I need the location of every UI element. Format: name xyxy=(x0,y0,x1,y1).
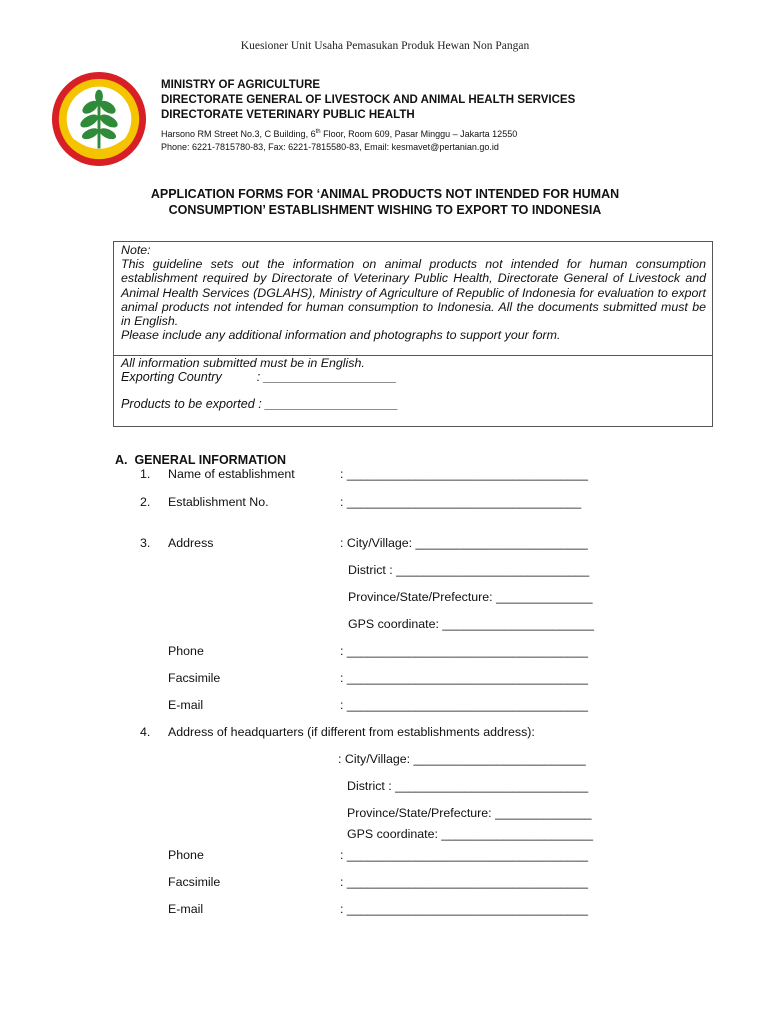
org-contact: Phone: 6221-7815780-83, Fax: 6221-7815580-83, Email: kesmavet@pertanian.go.id xyxy=(161,142,499,152)
address-city-field[interactable]: : City/Village: _________________________ xyxy=(340,536,588,550)
item-2-number: 2. xyxy=(140,495,151,509)
note-body: This guideline sets out the information on animal products not intended for human consumption establishment required by Directorate of Veterinary Public Health, Directorate General of Livestock and Animal Health Services (DGLAHS), Ministry of Agriculture of Republic of Indonesia for evaluation to export animal products not intended for human consumption to Indonesia. All the documents submitted must be in English. xyxy=(121,257,706,329)
note-box xyxy=(113,241,713,427)
email-field[interactable]: : ___________________________________ xyxy=(340,698,589,712)
item-2-label: Establishment No. xyxy=(168,495,269,509)
hq-phone-field[interactable]: : ___________________________________ xyxy=(340,848,589,862)
address-gps-field[interactable]: GPS coordinate: ______________________ xyxy=(348,617,594,631)
hq-district-field[interactable]: District : ____________________________ xyxy=(347,779,589,793)
hq-province-field[interactable]: Province/State/Prefecture: ______________ xyxy=(347,806,592,820)
email-label: E-mail xyxy=(168,698,204,712)
note-heading: Note: xyxy=(121,243,151,257)
phone-field[interactable]: : ___________________________________ xyxy=(340,644,589,658)
item-1-number: 1. xyxy=(140,467,151,481)
title-line-1: APPLICATION FORMS FOR ‘ANIMAL PRODUCTS NOT INTENDED FOR HUMAN xyxy=(150,187,620,201)
note-line-photos: Please include any additional information and photographs to support your form. xyxy=(121,328,561,343)
org-directorate: DIRECTORATE VETERINARY PUBLIC HEALTH xyxy=(161,109,415,121)
item-4-number: 4. xyxy=(140,725,151,739)
hq-email-field[interactable]: : ___________________________________ xyxy=(340,902,589,916)
hq-fax-label: Facsimile xyxy=(168,875,221,889)
fax-label: Facsimile xyxy=(168,671,221,685)
products-exported-field[interactable]: Products to be exported : ___________________ xyxy=(121,397,399,411)
org-directorate-general: DIRECTORATE GENERAL OF LIVESTOCK AND ANIMAL HEALTH SERVICES xyxy=(161,94,576,106)
address-province-field[interactable]: Province/State/Prefecture: ______________ xyxy=(348,590,593,604)
establishment-number-field[interactable]: : __________________________________ xyxy=(340,495,582,509)
item-3-label: Address xyxy=(168,536,214,550)
org-address: Harsono RM Street No.3, C Building, 6th Floor, Room 609, Pasar Minggu – Jakarta 12550 xyxy=(161,129,518,139)
hq-gps-field[interactable]: GPS coordinate: ______________________ xyxy=(347,827,593,841)
section-a-title: A. GENERAL INFORMATION xyxy=(115,453,287,467)
ministry-seal-logo xyxy=(50,70,148,168)
hq-city-field[interactable]: : City/Village: _________________________ xyxy=(338,752,586,766)
org-ministry: MINISTRY OF AGRICULTURE xyxy=(161,79,321,91)
document-title xyxy=(60,186,710,218)
title-line-2: CONSUMPTION’ ESTABLISHMENT WISHING TO EXPORT TO INDONESIA xyxy=(168,203,602,217)
hq-fax-field[interactable]: : ___________________________________ xyxy=(340,875,589,889)
fax-field[interactable]: : ___________________________________ xyxy=(340,671,589,685)
item-4-label: Address of headquarters (if different from establishments address): xyxy=(168,725,535,739)
item-3-number: 3. xyxy=(140,536,151,550)
ministry-letterhead xyxy=(161,78,575,154)
address-district-field[interactable]: District : ____________________________ xyxy=(348,563,590,577)
note-english: All information submitted must be in English. xyxy=(121,356,365,370)
establishment-name-field[interactable]: : ___________________________________ xyxy=(340,467,589,481)
exporting-country-field[interactable]: Exporting Country : ___________________ xyxy=(121,370,397,384)
item-1-label: Name of establishment xyxy=(168,467,295,481)
hq-email-label: E-mail xyxy=(168,902,204,916)
running-header: Kuesioner Unit Usaha Pemasukan Produk Hewan Non Pangan xyxy=(240,40,530,52)
note-text xyxy=(114,242,712,355)
hq-phone-label: Phone xyxy=(168,848,204,862)
phone-label: Phone xyxy=(168,644,204,658)
